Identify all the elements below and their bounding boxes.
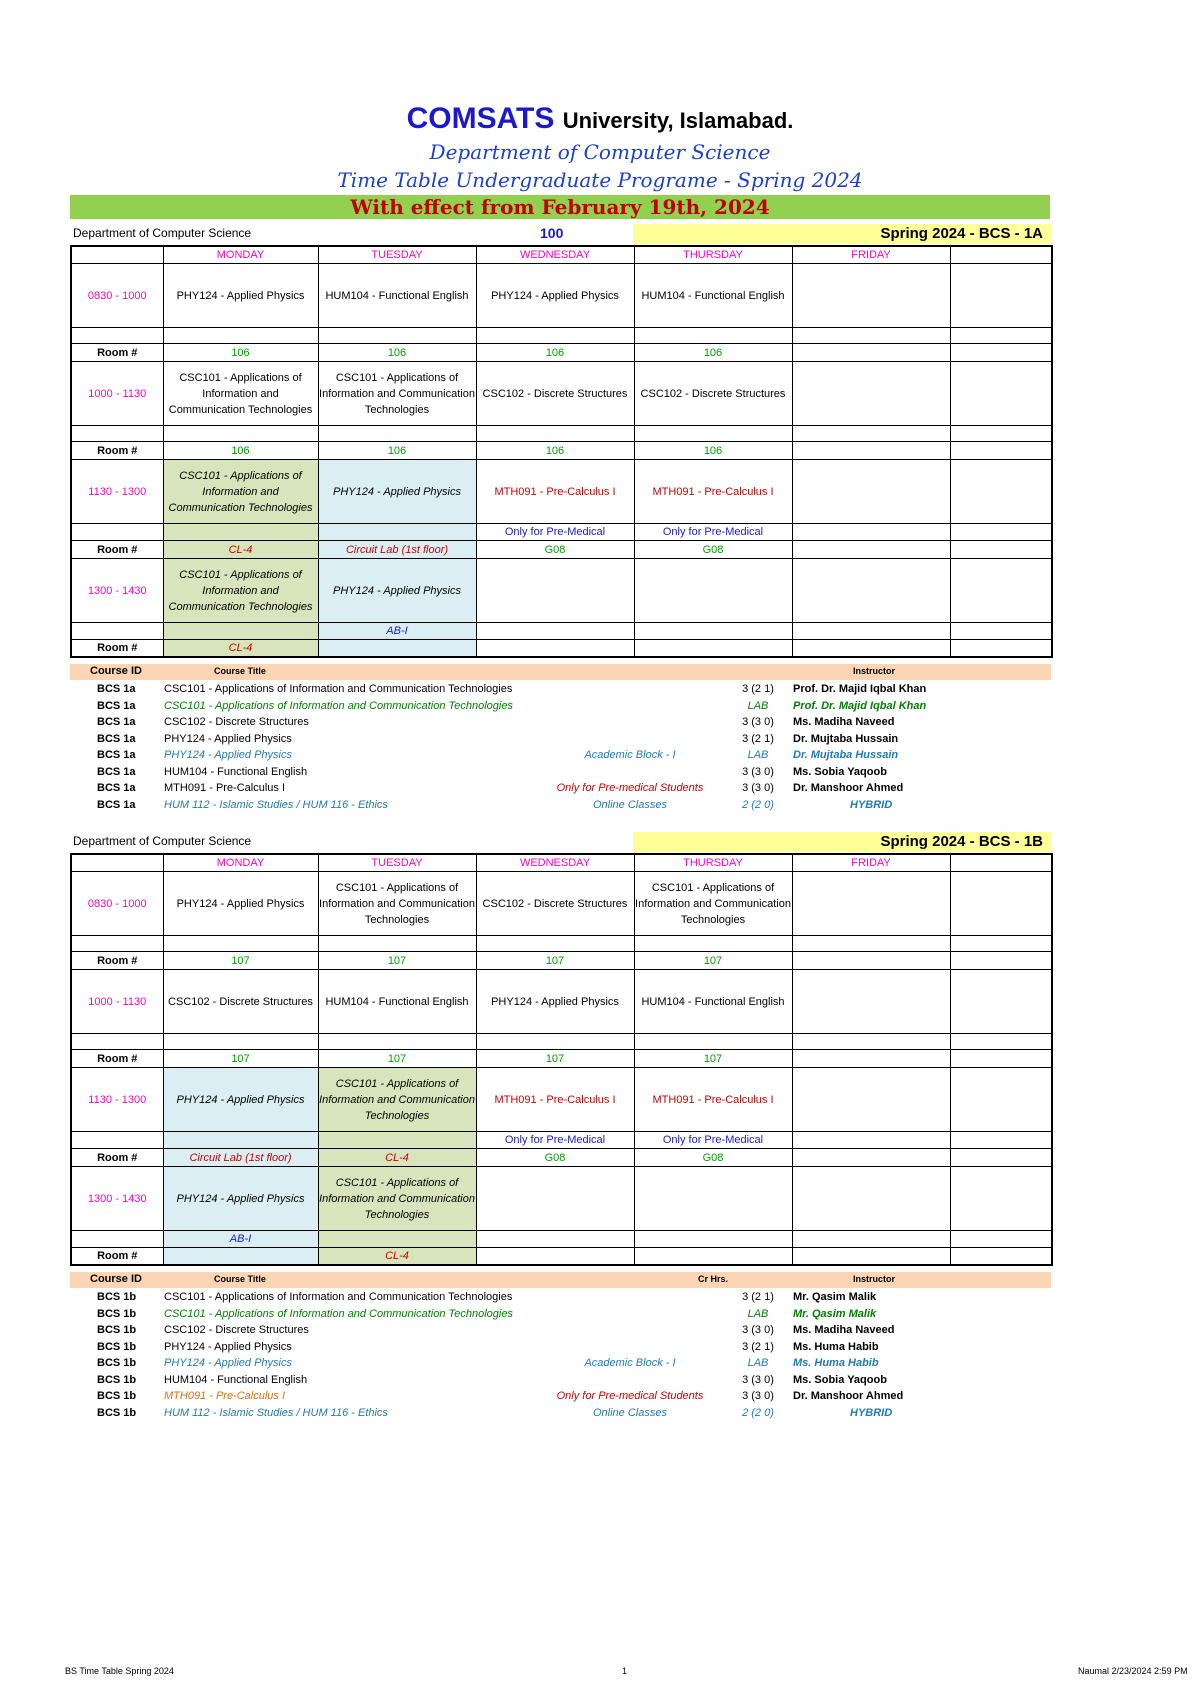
course-id-header: Course ID: [90, 1273, 142, 1285]
slot-time: 1130 - 1300: [71, 460, 163, 524]
room-cell: 107: [163, 952, 318, 970]
room-label: Room #: [71, 1248, 163, 1266]
course-title: CSC102 - Discrete Structures: [164, 1324, 309, 1336]
course-instructor: HYBRID: [850, 798, 893, 811]
room-cell: 106: [318, 442, 476, 460]
course-id: BCS 1a: [97, 765, 136, 778]
class-cell: CSC101 - Applications of Information and Communication Technologies: [318, 1167, 476, 1231]
course-id: BCS 1b: [97, 1324, 137, 1336]
class-cell: PHY124 - Applied Physics: [318, 559, 476, 623]
class-cell: HUM104 - Functional English: [318, 264, 476, 328]
class-cell: PHY124 - Applied Physics: [163, 264, 318, 328]
course-credits: LAB: [747, 749, 769, 761]
course-instructor: Dr. Mujtaba Hussain: [793, 732, 899, 745]
course-title-header: Course Title: [214, 1274, 266, 1284]
course-title: MTH091 - Pre-Calculus I: [164, 782, 286, 794]
course-list-1a: [70, 683, 1051, 815]
course-row: [70, 1308, 1051, 1325]
course-credits: 3 (3 0): [742, 782, 774, 794]
room-cell: 106: [634, 344, 792, 362]
room-label: Room #: [71, 640, 163, 658]
room-row: [71, 344, 1052, 362]
slot-time: 0830 - 1000: [71, 872, 163, 936]
course-row: [70, 733, 1051, 750]
note-row: [71, 524, 1052, 541]
section-semester-bar: [633, 832, 1051, 852]
course-row: [70, 799, 1051, 816]
class-cell: CSC102 - Discrete Structures: [476, 872, 634, 936]
course-instructor: Ms. Madiha Naveed: [793, 1324, 895, 1336]
class-cell: PHY124 - Applied Physics: [476, 264, 634, 328]
note-row: [71, 1132, 1052, 1149]
course-row: [70, 1407, 1051, 1424]
course-title: CSC102 - Discrete Structures: [164, 716, 309, 728]
slot-row: [71, 1068, 1052, 1132]
room-label: Room #: [71, 1050, 163, 1068]
room-row: [71, 1149, 1052, 1167]
day-thursday: THURSDAY: [634, 854, 792, 872]
room-cell: CL-4: [318, 1248, 476, 1266]
day-friday: FRIDAY: [792, 854, 950, 872]
course-credits: 3 (3 0): [742, 1390, 774, 1402]
instructor-header: Instructor: [853, 666, 896, 676]
day-wednesday: WEDNESDAY: [476, 854, 634, 872]
course-note: Only for Pre-medical Students: [556, 782, 704, 794]
course-instructor: Ms. Sobia Yaqoob: [793, 1373, 887, 1386]
room-row: [71, 1050, 1052, 1068]
section-semester: Spring 2024 - BCS - 1B: [880, 833, 1043, 850]
course-note: Academic Block - I: [584, 749, 676, 761]
course-instructor: Ms. Huma Habib: [793, 1340, 879, 1353]
course-title-header: Course Title: [214, 666, 266, 676]
section-semester-bar: [633, 224, 1051, 244]
course-credits: LAB: [747, 1307, 769, 1320]
effective-date-banner: With effect from February 19th, 2024: [70, 195, 1050, 219]
day-friday: FRIDAY: [792, 246, 950, 264]
course-credits: 3 (3 0): [742, 1373, 774, 1386]
room-cell: 107: [476, 952, 634, 970]
footer-right: Naumal 2/23/2024 2:59 PM: [1078, 1666, 1188, 1676]
course-title: MTH091 - Pre-Calculus I: [164, 1390, 286, 1402]
credit-hours-header: Cr Hrs.: [698, 1274, 729, 1284]
course-list-header: [70, 1272, 1051, 1288]
room-cell: G08: [634, 541, 792, 559]
slot-time: 0830 - 1000: [71, 264, 163, 328]
course-row: [70, 1341, 1051, 1358]
class-cell: HUM104 - Functional English: [634, 970, 792, 1034]
slot-row: [71, 559, 1052, 623]
room-cell: 107: [318, 952, 476, 970]
room-label: Room #: [71, 344, 163, 362]
class-cell: MTH091 - Pre-Calculus I: [634, 1068, 792, 1132]
footer-page-number: 1: [622, 1666, 628, 1676]
course-credits: 3 (2 1): [742, 1340, 774, 1353]
class-cell: MTH091 - Pre-Calculus I: [634, 460, 792, 524]
course-title: HUM104 - Functional English: [164, 765, 308, 778]
class-cell: PHY124 - Applied Physics: [163, 1068, 318, 1132]
slot-row: [71, 872, 1052, 936]
course-title: PHY124 - Applied Physics: [164, 749, 292, 761]
course-id: BCS 1a: [97, 798, 136, 811]
class-cell: CSC101 - Applications of Information and Communication Technologies: [163, 559, 318, 623]
course-id: BCS 1a: [97, 716, 136, 728]
course-credits: 2 (2 0): [742, 1406, 774, 1419]
class-cell: MTH091 - Pre-Calculus I: [476, 1068, 634, 1132]
course-list-header: [70, 664, 1051, 680]
room-cell: 107: [476, 1050, 634, 1068]
course-instructor: HYBRID: [850, 1406, 893, 1419]
course-note: Online Classes: [593, 1406, 667, 1419]
course-id: BCS 1b: [97, 1406, 137, 1419]
timetable-1b: [70, 853, 1053, 1266]
course-id: BCS 1a: [97, 782, 136, 794]
slot-row: [71, 362, 1052, 426]
section-header-1a: [0, 224, 1200, 242]
room-row: [71, 952, 1052, 970]
room-cell: CL-4: [163, 640, 318, 658]
course-instructor: Ms. Sobia Yaqoob: [793, 765, 887, 778]
room-cell: Circuit Lab (1st floor): [163, 1149, 318, 1167]
note-row: [71, 1231, 1052, 1248]
course-instructor: Ms. Madiha Naveed: [793, 716, 895, 728]
class-cell: CSC101 - Applications of Information and Communication Technologies: [318, 872, 476, 936]
course-id: BCS 1b: [97, 1357, 137, 1369]
course-credits: 3 (3 0): [742, 716, 774, 728]
university-name: University, Islamabad.: [562, 108, 794, 133]
course-id: BCS 1a: [97, 749, 136, 761]
course-row: [70, 766, 1051, 783]
course-id-header: Course ID: [90, 665, 142, 677]
building-note: AB-I: [318, 623, 476, 640]
course-instructor: Prof. Dr. Majid Iqbal Khan: [793, 699, 927, 712]
room-cell: 106: [163, 344, 318, 362]
course-note: Academic Block - I: [584, 1357, 676, 1369]
room-cell: 107: [318, 1050, 476, 1068]
course-credits: LAB: [747, 1357, 769, 1369]
room-row: [71, 1248, 1052, 1266]
course-credits: LAB: [747, 699, 769, 712]
timetable-title: Time Table Undergraduate Programe - Spring 2024: [337, 168, 863, 192]
slot-time: 1300 - 1430: [71, 559, 163, 623]
room-cell: 106: [476, 442, 634, 460]
course-row: [70, 1390, 1051, 1407]
room-cell: CL-4: [318, 1149, 476, 1167]
class-cell: PHY124 - Applied Physics: [476, 970, 634, 1034]
course-instructor: Prof. Dr. Majid Iqbal Khan: [793, 683, 927, 695]
class-cell: CSC101 - Applications of Information and Communication Technologies: [318, 1068, 476, 1132]
day-monday: MONDAY: [163, 246, 318, 264]
course-note: Online Classes: [593, 798, 667, 811]
slot-row: [71, 460, 1052, 524]
section-header-1b: [0, 832, 1200, 850]
room-cell: 107: [634, 1050, 792, 1068]
university-brand: COMSATS: [406, 102, 555, 135]
room-cell: 106: [163, 442, 318, 460]
course-title: PHY124 - Applied Physics: [164, 732, 292, 745]
room-cell: 107: [634, 952, 792, 970]
day-wednesday: WEDNESDAY: [476, 246, 634, 264]
course-row: [70, 1374, 1051, 1391]
slot-time: 1000 - 1130: [71, 362, 163, 426]
section-department: Department of Computer Science: [73, 226, 252, 240]
class-cell: PHY124 - Applied Physics: [318, 460, 476, 524]
course-id: BCS 1a: [97, 732, 136, 745]
room-cell: G08: [476, 1149, 634, 1167]
course-title: CSC101 - Applications of Information and Communication Technologies: [164, 1307, 513, 1320]
room-label: Room #: [71, 1149, 163, 1167]
room-cell: G08: [634, 1149, 792, 1167]
class-cell: CSC102 - Discrete Structures: [634, 362, 792, 426]
course-id: BCS 1b: [97, 1307, 137, 1320]
room-label: Room #: [71, 442, 163, 460]
course-title: HUM 112 - Islamic Studies / HUM 116 - Ethics: [164, 1406, 388, 1419]
footer-left: BS Time Table Spring 2024: [65, 1666, 174, 1676]
course-row: [70, 782, 1051, 799]
course-title: CSC101 - Applications of Information and Communication Technologies: [164, 699, 513, 712]
day-tuesday: TUESDAY: [318, 246, 476, 264]
slot-row: [71, 970, 1052, 1034]
course-id: BCS 1b: [97, 1390, 137, 1402]
course-credits: 2 (2 0): [742, 798, 774, 811]
course-row: [70, 749, 1051, 766]
course-title: HUM 112 - Islamic Studies / HUM 116 - Ethics: [164, 798, 388, 811]
room-cell: 106: [318, 344, 476, 362]
course-title: CSC101 - Applications of Information and Communication Technologies: [164, 1291, 513, 1303]
note-row: [71, 623, 1052, 640]
university-title: [0, 102, 1200, 136]
course-row: [70, 700, 1051, 717]
course-row: [70, 1291, 1051, 1308]
section-semester: Spring 2024 - BCS - 1A: [880, 225, 1043, 242]
course-id: BCS 1a: [97, 699, 136, 712]
room-cell: Circuit Lab (1st floor): [318, 541, 476, 559]
course-list-1b: [70, 1291, 1051, 1423]
room-row: [71, 442, 1052, 460]
course-credits: 3 (3 0): [742, 1324, 774, 1336]
course-id: BCS 1b: [97, 1291, 137, 1303]
slot-time: 1130 - 1300: [71, 1068, 163, 1132]
room-cell: G08: [476, 541, 634, 559]
section-department: Department of Computer Science: [73, 834, 252, 848]
class-cell: CSC101 - Applications of Information and Communication Technologies: [318, 362, 476, 426]
course-title: HUM104 - Functional English: [164, 1373, 308, 1386]
room-cell: 106: [634, 442, 792, 460]
room-label: Room #: [71, 541, 163, 559]
class-cell: CSC101 - Applications of Information and Communication Technologies: [634, 872, 792, 936]
slot-time: 1000 - 1130: [71, 970, 163, 1034]
class-cell: PHY124 - Applied Physics: [163, 872, 318, 936]
premed-note: Only for Pre-Medical: [634, 1132, 792, 1149]
course-id: BCS 1a: [97, 683, 136, 695]
day-thursday: THURSDAY: [634, 246, 792, 264]
course-instructor: Mr. Qasim Malik: [793, 1291, 877, 1303]
course-credits: 3 (2 1): [742, 732, 774, 745]
course-id: BCS 1b: [97, 1340, 137, 1353]
course-row: [70, 683, 1051, 700]
day-header-row: [71, 854, 1052, 872]
section-number: 100: [540, 225, 564, 241]
premed-note: Only for Pre-Medical: [476, 524, 634, 541]
building-note: AB-I: [163, 1231, 318, 1248]
course-row: [70, 716, 1051, 733]
room-cell: 106: [476, 344, 634, 362]
course-note: Only for Pre-medical Students: [556, 1390, 704, 1402]
class-cell: MTH091 - Pre-Calculus I: [476, 460, 634, 524]
class-cell: CSC102 - Discrete Structures: [476, 362, 634, 426]
course-instructor: Dr. Mujtaba Hussain: [793, 749, 899, 761]
room-label: Room #: [71, 952, 163, 970]
course-id: BCS 1b: [97, 1373, 137, 1386]
instructor-header: Instructor: [853, 1274, 896, 1284]
room-row: [71, 640, 1052, 658]
slot-time: 1300 - 1430: [71, 1167, 163, 1231]
course-instructor: Dr. Manshoor Ahmed: [793, 782, 904, 794]
course-row: [70, 1357, 1051, 1374]
class-cell: CSC102 - Discrete Structures: [163, 970, 318, 1034]
course-credits: 3 (2 1): [742, 683, 774, 695]
premed-note: Only for Pre-Medical: [634, 524, 792, 541]
class-cell: CSC101 - Applications of Information and Communication Technologies: [163, 460, 318, 524]
class-cell: HUM104 - Functional English: [634, 264, 792, 328]
room-cell: 107: [163, 1050, 318, 1068]
course-title: PHY124 - Applied Physics: [164, 1340, 292, 1353]
course-title: PHY124 - Applied Physics: [164, 1357, 292, 1369]
room-cell: CL-4: [163, 541, 318, 559]
day-header-row: [71, 246, 1052, 264]
timetable-1a: [70, 245, 1053, 658]
class-cell: PHY124 - Applied Physics: [163, 1167, 318, 1231]
course-credits: 3 (2 1): [742, 1291, 774, 1303]
class-cell: HUM104 - Functional English: [318, 970, 476, 1034]
course-instructor: Dr. Manshoor Ahmed: [793, 1390, 904, 1402]
course-title: CSC101 - Applications of Information and Communication Technologies: [164, 683, 513, 695]
department-title: Department of Computer Science: [429, 140, 771, 164]
course-credits: 3 (3 0): [742, 765, 774, 778]
day-monday: MONDAY: [163, 854, 318, 872]
day-tuesday: TUESDAY: [318, 854, 476, 872]
course-instructor: Mr. Qasim Malik: [793, 1307, 877, 1320]
slot-row: [71, 1167, 1052, 1231]
room-row: [71, 541, 1052, 559]
course-instructor: Ms. Huma Habib: [793, 1357, 879, 1369]
premed-note: Only for Pre-Medical: [476, 1132, 634, 1149]
class-cell: CSC101 - Applications of Information and Communication Technologies: [163, 362, 318, 426]
course-row: [70, 1324, 1051, 1341]
slot-row: [71, 264, 1052, 328]
